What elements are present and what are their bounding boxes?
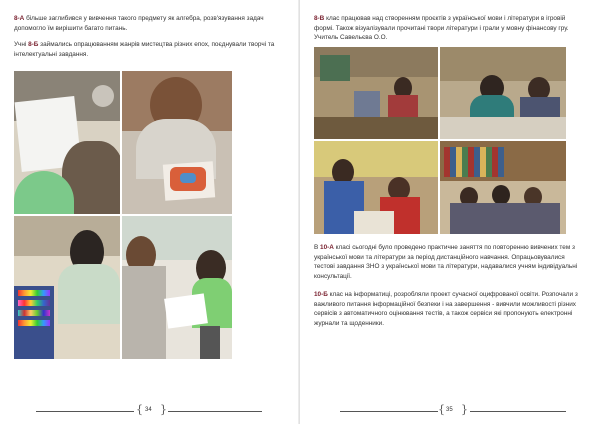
photo-student-drawing — [14, 71, 120, 214]
footer-bracket-close: } — [461, 403, 468, 416]
right-paragraph-10a — [314, 243, 584, 281]
footer-divider-left — [340, 411, 438, 412]
paragraph-text: класі сьогодні було проведено практичне заняття по повторенню вивчених тем з української мови та літератури за період дистанційного навчання. Опрацьовувалися тестові завдання ЗНО з української мови та літератури, надавалися учням індивідуальні консультації. — [314, 244, 578, 280]
footer-bracket-close: } — [160, 403, 167, 416]
paragraph-text: клас працював над створенням проєктів з української мови і літератури в ігровій формі. Також візуалізували прочитані твори літератури і грали у мовну фінансову гру. — [314, 15, 569, 32]
page-number: 35 — [446, 407, 453, 413]
footer-bracket-open: { — [438, 403, 445, 416]
photo-student-painting — [122, 71, 232, 214]
left-paragraph-8a — [14, 14, 272, 33]
paragraph-prefix: В — [314, 244, 321, 251]
class-label-8b: 8-Б — [28, 41, 39, 48]
right-paragraph-8v — [314, 14, 578, 43]
paragraph-prefix: Учні — [14, 41, 29, 48]
paragraph-text: займались опрацюванням жанрів мистецтва різних епох, поєднували творчі та інтелектуальні завдання. — [14, 41, 275, 58]
right-page — [300, 0, 600, 424]
left-paragraph-8b — [14, 40, 276, 59]
paragraph-text: клас на інформатиці, розробляли проект сучасної оцифрованої освіти. Розпочали з важливого питання інформаційної безпеки і на завершення - вивчили можливості різних сервісів з автоматичного оцінювання тестів, а також сервіси які пропонують електронні журнали та щоденники. — [314, 291, 578, 327]
teacher-name: Учитель Савельєва О.О. — [314, 34, 388, 42]
footer-divider-right — [470, 411, 566, 412]
photo-student-writing — [122, 216, 232, 359]
footer-divider-left — [36, 411, 134, 412]
class-label-10b: 10-Б — [314, 291, 328, 298]
class-label-10a: 10-А — [320, 244, 334, 251]
photo-library-group — [440, 141, 566, 234]
photo-game-at-table — [314, 141, 438, 234]
page-number: 34 — [145, 407, 152, 413]
photo-students-at-desks — [440, 47, 566, 139]
photo-classroom-group — [314, 47, 438, 139]
photo-students-art-supplies — [14, 216, 120, 359]
footer-divider-right — [168, 411, 262, 412]
class-label-8a: 8-А — [14, 15, 25, 22]
paragraph-text: більше заглибився у вивчення такого предмету як алгебра, розв'язування задач допомогло їм вирішити багато питань. — [14, 15, 264, 32]
class-label-8v: 8-В — [314, 15, 325, 22]
footer-bracket-open: { — [136, 403, 143, 416]
right-paragraph-10b — [314, 290, 584, 328]
